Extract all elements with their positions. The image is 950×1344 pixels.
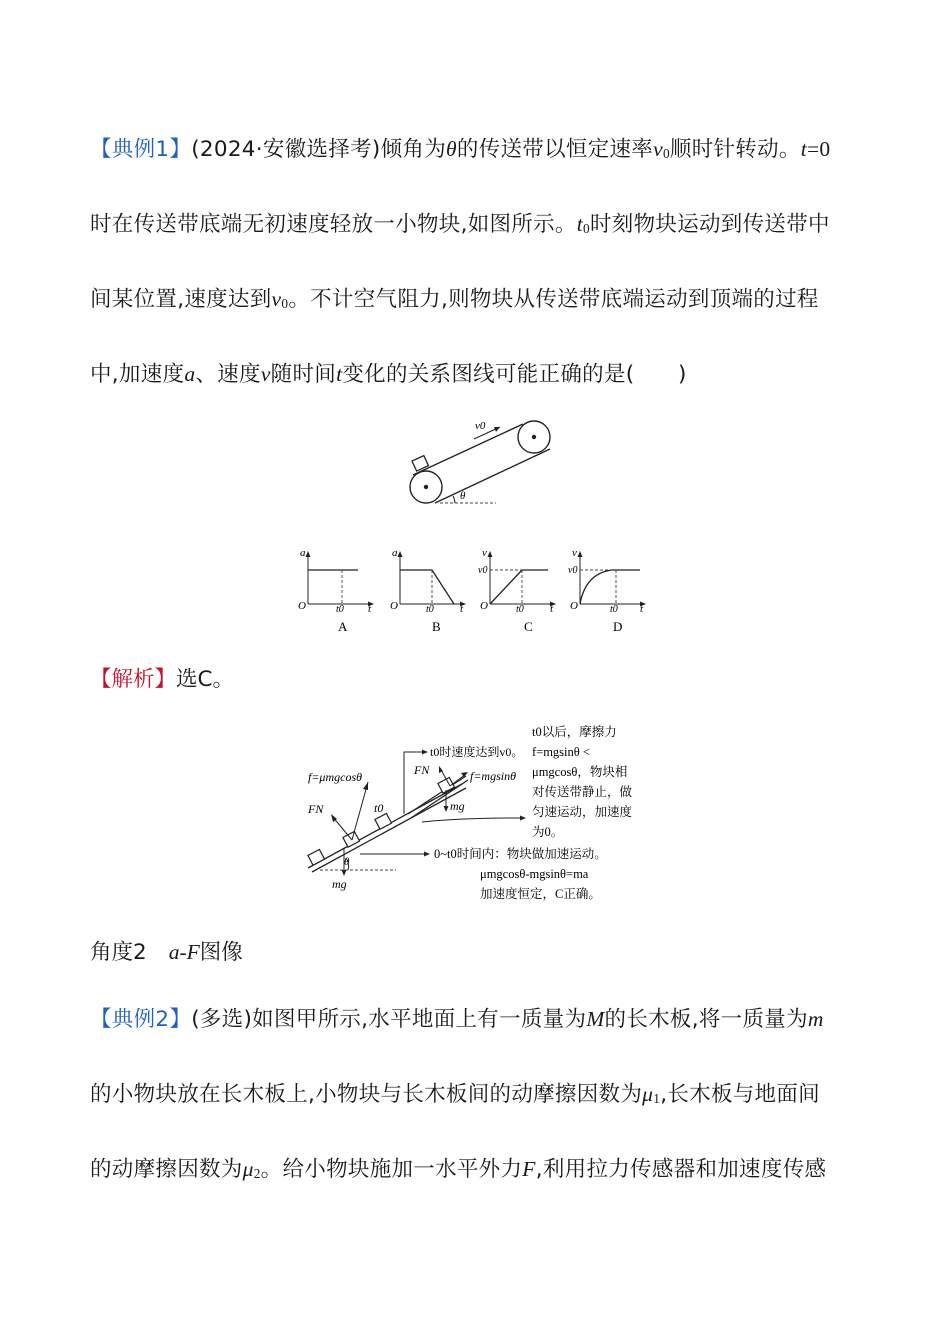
angle2-heading	[90, 935, 243, 966]
theta-label: θ	[344, 856, 350, 868]
v-symbol: v	[653, 137, 663, 161]
dash: -	[179, 940, 187, 964]
y-axis-label: a	[300, 547, 306, 559]
text: ,长木板与地面间	[660, 1082, 820, 1107]
example2-tag: 【典例2】	[90, 1007, 192, 1032]
text: 时在传送带底端无初速度轻放一小物块,如图所示。	[90, 212, 577, 237]
example2-paragraph	[90, 982, 860, 1207]
analysis-line	[90, 662, 234, 693]
note-bottom-line: 0~t0时间内：物块做加速运动。	[434, 847, 607, 861]
example1-line-3	[90, 262, 860, 337]
option-letter: B	[432, 619, 441, 634]
subscript: 0	[583, 220, 590, 236]
normal-force-label: FN	[308, 802, 324, 816]
normal-force-right-label: FN	[414, 763, 430, 777]
tick-label: t0	[336, 604, 344, 615]
note-right-line: 匀速运动，加速度	[532, 805, 633, 819]
note-right-line: μmgcosθ，物块相	[532, 765, 628, 779]
note-right-line: t0以后，摩擦力	[532, 725, 617, 739]
text: ,利用拉力传感器和加速度传感	[535, 1157, 827, 1182]
x-axis-label: t	[640, 603, 644, 615]
text: =0	[807, 137, 831, 161]
note-bottom-line: 加速度恒定，C正确。	[480, 887, 601, 901]
x-axis-label: t	[550, 603, 554, 615]
F-symbol: F	[186, 940, 200, 964]
gravity-label: mg	[332, 877, 347, 891]
y-axis-label: a	[392, 547, 398, 559]
analysis-tag: 【解析】	[90, 667, 177, 692]
graph-option-a	[296, 546, 380, 636]
example1-paragraph	[90, 112, 860, 412]
y-axis-label: v	[572, 547, 577, 559]
analysis-text: 选C。	[176, 667, 235, 692]
x-axis-label: t	[460, 603, 464, 615]
note-right-line: f=mgsinθ <	[532, 745, 590, 759]
reach-v0-note: t0时速度达到v0。	[430, 745, 524, 759]
text: 顺时针转动。	[669, 137, 801, 162]
y-axis-label: v	[482, 547, 487, 559]
example2-line-2	[90, 1057, 860, 1132]
text: 。不计空气阻力,则物块从传送带底端运动到顶端的过程	[288, 287, 819, 312]
level-label: v0	[568, 565, 578, 576]
example1-tag: 【典例1】	[90, 137, 192, 162]
origin-label: O	[570, 600, 578, 612]
text: 、速度	[195, 362, 261, 387]
v-symbol: v	[271, 287, 282, 311]
origin-label: O	[390, 600, 398, 612]
example2-line-3	[90, 1132, 860, 1207]
text: 的长木板,将一质量为	[604, 1007, 808, 1032]
note-right-line: 为0。	[532, 825, 564, 839]
origin-label: O	[480, 600, 488, 612]
option-letter: D	[613, 619, 623, 634]
text: 的动摩擦因数为	[90, 1157, 243, 1182]
text: 的小物块放在长木板上,小物块与长木板间的动摩擦因数为	[90, 1082, 643, 1107]
mu-symbol: μ	[642, 1082, 654, 1106]
mu-symbol: μ	[242, 1157, 254, 1181]
graph-option-c	[478, 546, 562, 636]
text: 间某位置,速度达到	[90, 287, 272, 312]
t-symbol: t	[800, 137, 807, 161]
option-letter: A	[338, 619, 348, 634]
a-symbol: a	[184, 362, 196, 386]
text: 中,加速度	[90, 362, 185, 387]
title-text: 图像	[199, 940, 243, 965]
text: 变化的关系图线可能正确的是( )	[342, 362, 687, 387]
graph-option-d	[568, 546, 652, 636]
F-symbol: F	[522, 1157, 536, 1181]
note-bottom-line: μmgcosθ-mgsinθ=ma	[480, 867, 589, 881]
v0-label: v0	[475, 420, 486, 432]
text: (多选)如图甲所示,水平地面上有一质量为	[191, 1007, 587, 1032]
note-right-line: 对传送带静止，做	[532, 785, 633, 799]
v-symbol: v	[260, 362, 271, 386]
angle-prefix: 角度2	[90, 940, 147, 965]
text: (2024·安徽选择考)倾角为	[191, 137, 447, 162]
tick-label: t0	[426, 604, 434, 615]
tick-label: t0	[610, 604, 618, 615]
friction-label: f=μmgcosθ	[308, 770, 363, 784]
t-symbol: t	[336, 362, 343, 386]
level-label: v0	[478, 565, 488, 576]
graph-option-b	[388, 546, 472, 636]
subscript: 0	[662, 145, 670, 161]
option-letter: C	[524, 619, 533, 634]
a-symbol: a	[168, 940, 180, 964]
theta-label: θ	[460, 490, 466, 502]
text: 时刻物块运动到传送带中	[590, 212, 830, 237]
text: 随时间	[270, 362, 337, 387]
x-axis-label: t	[368, 603, 372, 615]
example1-line-1	[90, 112, 860, 187]
tick-label: t0	[516, 604, 524, 615]
gravity-right-label: mg	[450, 799, 465, 813]
friction-right-label: f=mgsinθ	[470, 769, 516, 783]
text: 的传送带以恒定速率	[456, 137, 654, 162]
m-symbol: m	[807, 1007, 824, 1031]
conveyor-belt-figure	[400, 412, 560, 512]
t0-label: t0	[374, 801, 384, 815]
text: 。给小物块施加一水平外力	[260, 1157, 523, 1182]
subscript: 1	[653, 1090, 661, 1106]
subscript: 0	[281, 295, 289, 311]
origin-label: O	[298, 600, 306, 612]
M-symbol: M	[586, 1007, 605, 1031]
theta-symbol: θ	[446, 137, 457, 161]
subscript: 2	[253, 1165, 261, 1181]
t-symbol: t	[576, 212, 584, 236]
analysis-force-diagram	[300, 718, 660, 908]
example1-line-2	[90, 187, 860, 262]
example2-line-1	[90, 982, 860, 1057]
example1-line-4	[90, 337, 860, 412]
